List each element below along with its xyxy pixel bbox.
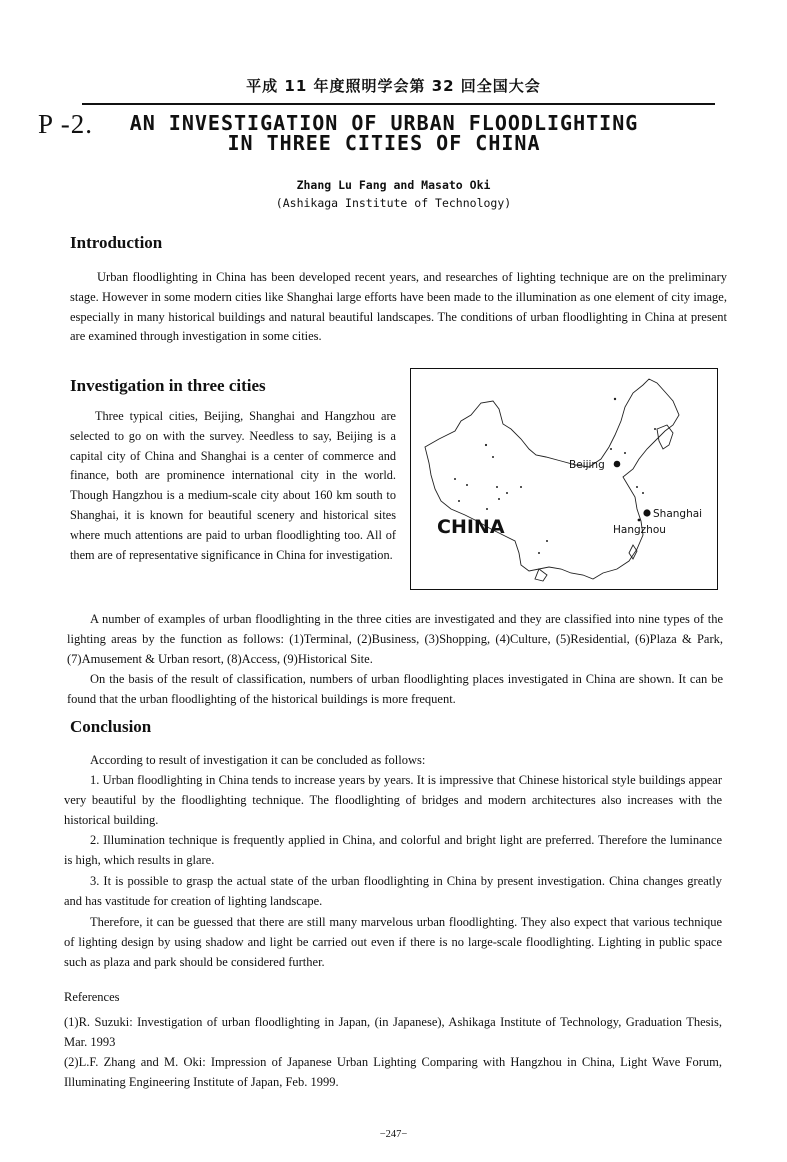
authors: Zhang Lu Fang and Masato Oki <box>296 178 491 192</box>
china-map-figure <box>410 368 718 590</box>
header-rule <box>82 103 715 105</box>
investigation-paragraph-1: Three typical cities, Beijing, Shanghai and Hangzhou are selected to go on with the survey. Needless to say, Beijing is a capital city of China and Shanghai is a center of commerce and finance, both are prominence international city in the world. Though Hangzhou is a medium-scale city about 160 km south to Shanghai, it is known for beautiful scenery and historical sites where much attentions are paid to urban floodlighting too. All of them are of representative significance in China for investigation. <box>70 409 396 562</box>
country-label: CHINA <box>437 516 505 538</box>
beijing-label: Beijing <box>569 459 605 471</box>
paper-id: P -2. <box>38 109 94 139</box>
conclusion-point-2: 2. Illumination technique is frequently applied in China, and colorful and bright light are preferred. Therefore the luminance is high, which results in glare. <box>64 833 722 867</box>
paper-title <box>100 113 668 153</box>
conclusion-point-4: Therefore, it can be guessed that there are still many marvelous urban floodlighting. They also expect that various technique of lighting design by using shadow and light be carried out even if there is no large-scale floodlighting. Lighting in public space such as plaza and park should be considered further. <box>64 915 722 969</box>
china-map <box>411 369 717 589</box>
conclusion-point-3: 3. It is possible to grasp the actual state of the urban floodlighting in China by present investigation. China changes greatly and has vastitude for creation of lighting landscape. <box>64 874 722 908</box>
affiliation: (Ashikaga Institute of Technology) <box>275 196 512 210</box>
title-line-1: AN INVESTIGATION OF URBAN FLOODLIGHTING <box>129 111 639 135</box>
introduction-text: Urban floodlighting in China has been developed recent years, and researches of lighting technique are on the preliminary stage. However in some modern cities like Shanghai large efforts have been made to the illumination as one element of city image, especially in many historical buildings and natural beautiful landscapes. The conditions of urban floodlighting in China at present are examined through investigation in some cities. <box>70 270 727 344</box>
investigation-heading: Investigation in three cities <box>70 376 266 395</box>
investigation-paragraph-2: A number of examples of urban floodlighting in the three cities are investigated and they are classified into nine types of the lighting areas by the function as follows: (1)Terminal, (2)Business, (3)Shopping, (4)Culture, (5)Residential, (6)Plaza & Park, (7)Amusement & Urban resort, (8)Access, (9)Historical Site. <box>67 612 723 666</box>
page-number: −247− <box>379 1129 408 1140</box>
shanghai-marker <box>643 509 650 516</box>
references-heading: References <box>64 990 120 1004</box>
hangzhou-marker <box>638 519 641 522</box>
conclusion-intro: According to result of investigation it can be concluded as follows: <box>90 753 426 767</box>
conclusion-point-1: 1. Urban floodlighting in China tends to increase years by years. It is impressive that Chinese historical style buildings appear very beautiful by the floodlighting technique. The floodlighting of bridges and modern architectures also increases with the historical building. <box>64 773 722 827</box>
shanghai-label: Shanghai <box>653 508 703 520</box>
conference-header: 平成 11 年度照明学会第 32 回全国大会 <box>246 77 541 95</box>
conclusion-heading: Conclusion <box>70 717 152 736</box>
title-line-2: IN THREE CITIES OF CHINA <box>227 131 541 155</box>
hainan-island <box>535 569 547 581</box>
investigation-paragraph-3: On the basis of the result of classification, numbers of urban floodlighting places investigated in China are shown. It can be found that the urban floodlighting of the historical buildings is more frequent. <box>67 672 723 706</box>
china-outline <box>425 379 679 579</box>
reference-item: (2)L.F. Zhang and M. Oki: Impression of Japanese Urban Lighting Comparing with Hangzhou in China, Light Wave Forum, Illuminating Engineering Institute of Japan, Feb. 1999. <box>64 1055 722 1089</box>
reference-item: (1)R. Suzuki: Investigation of urban floodlighting in Japan, (in Japanese), Ashikaga Institute of Technology, Graduation Thesis, Mar. 1993 <box>64 1015 722 1049</box>
hangzhou-label: Hangzhou <box>613 524 666 536</box>
introduction-heading: Introduction <box>70 233 163 252</box>
beijing-marker <box>614 461 621 468</box>
taiwan-island <box>629 545 637 559</box>
